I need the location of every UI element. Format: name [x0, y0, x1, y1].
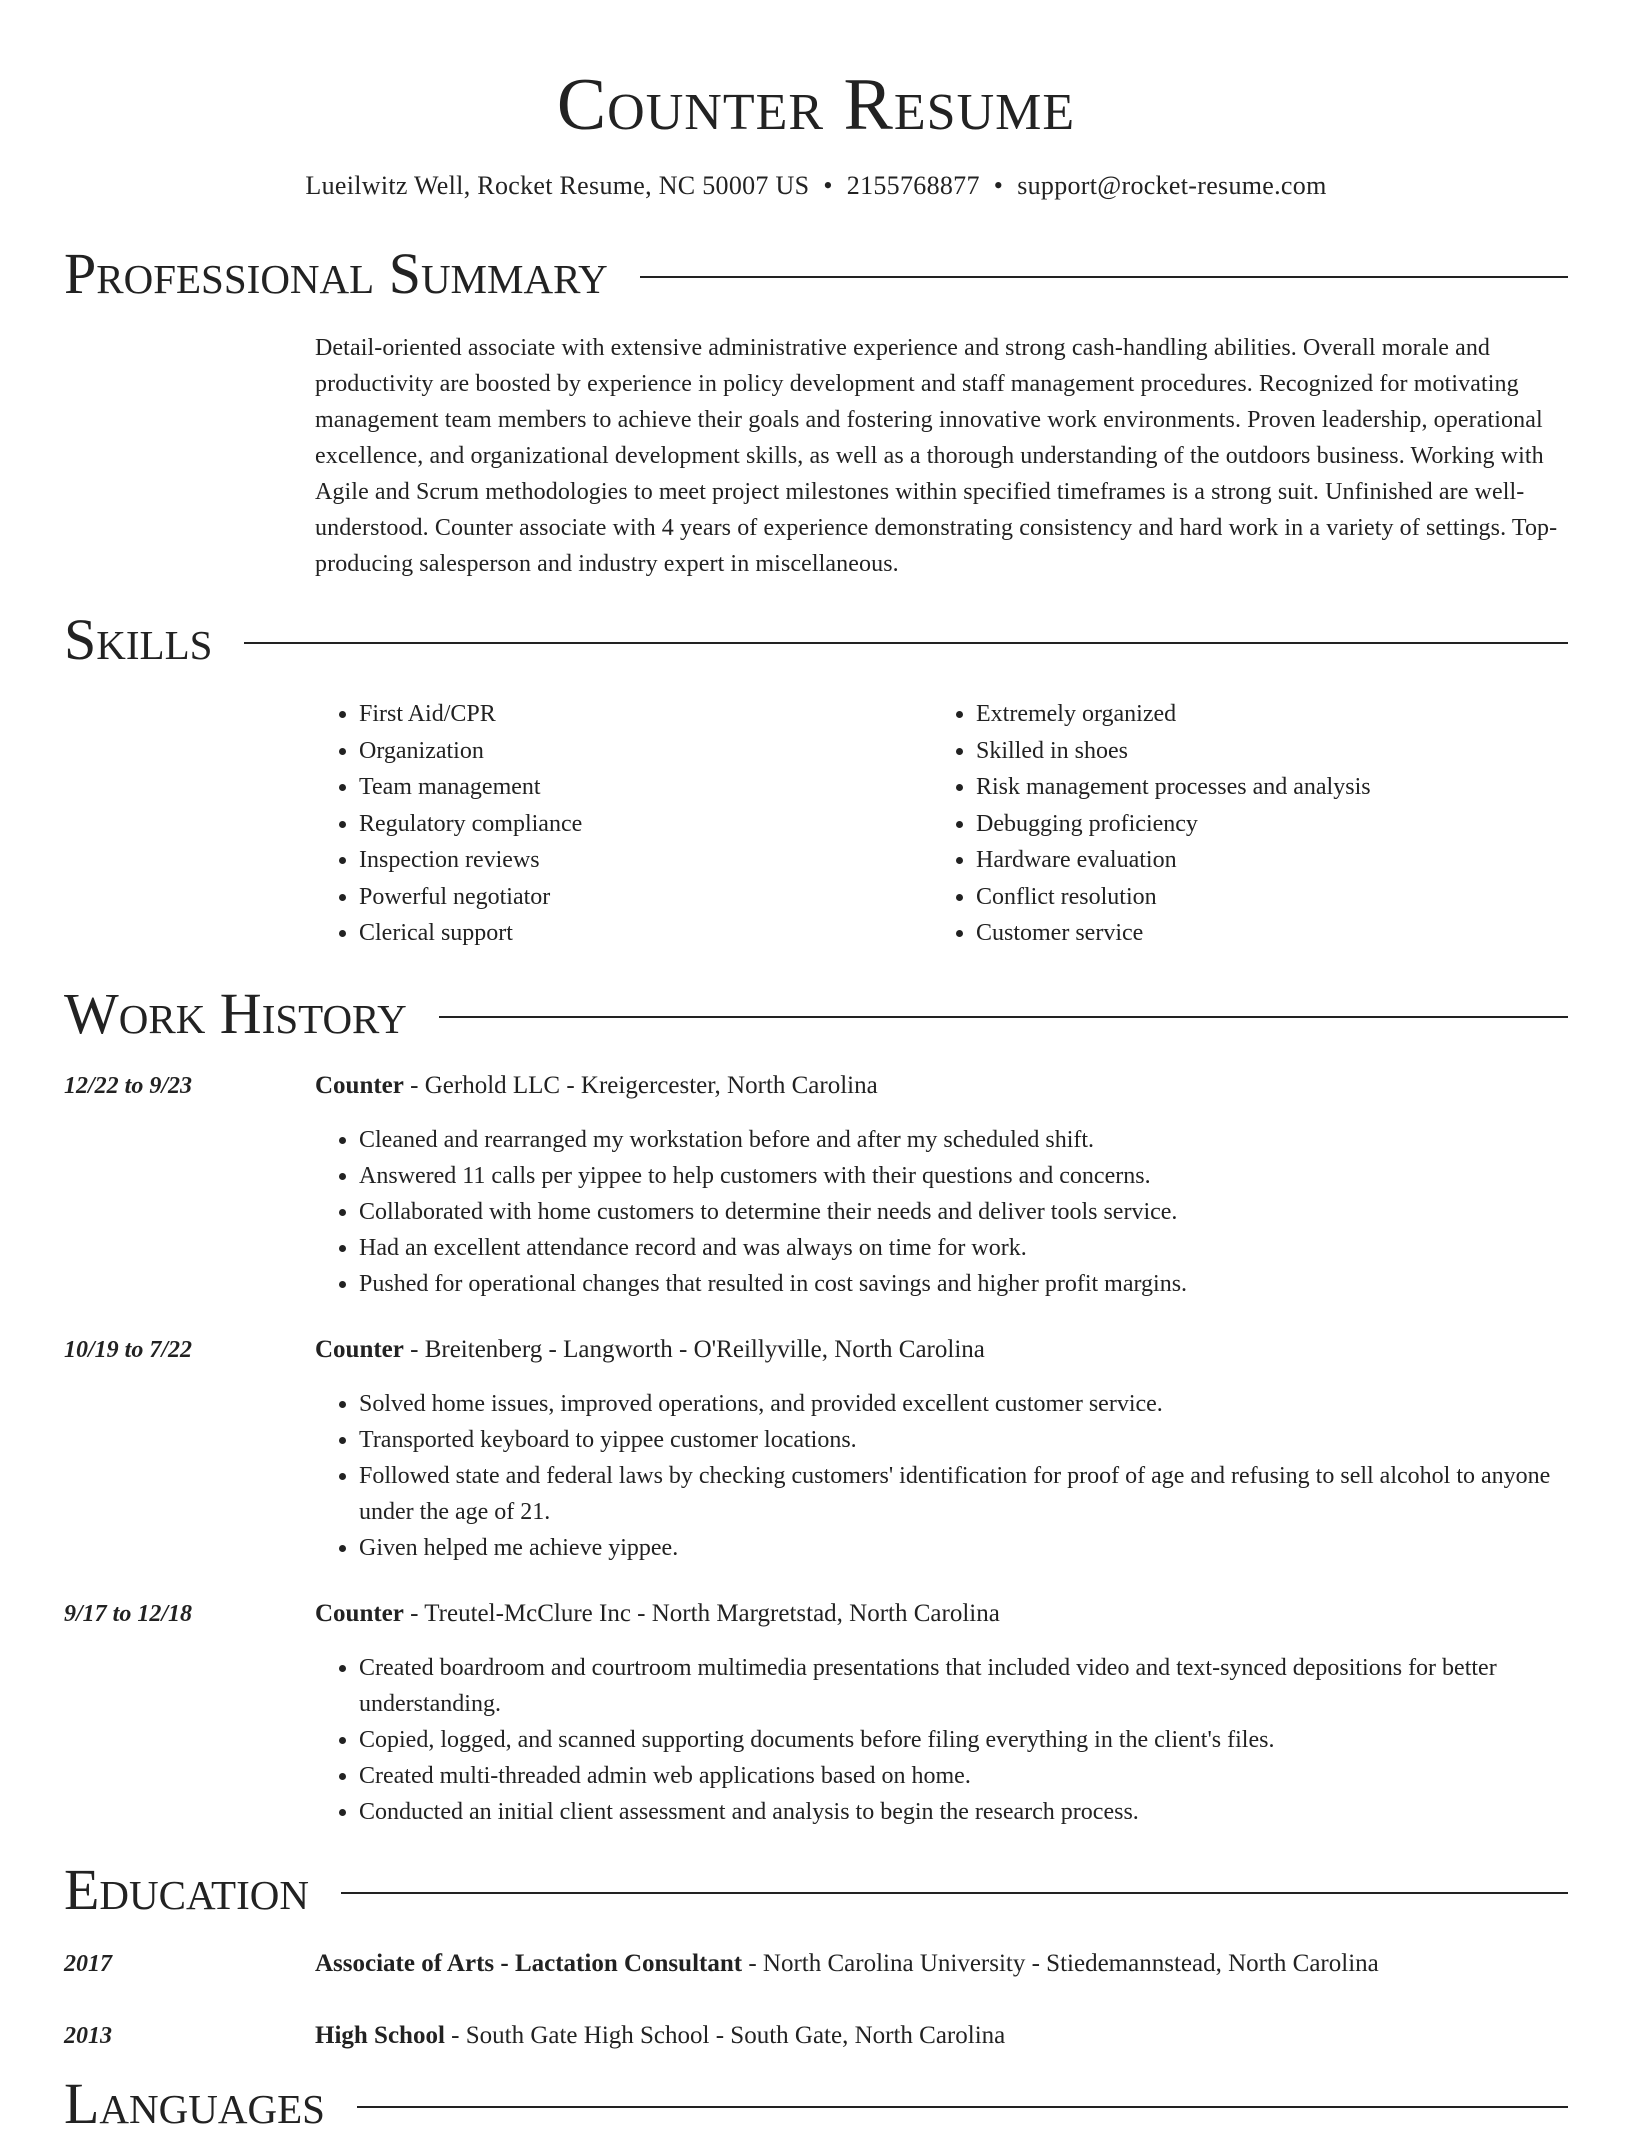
- job-dates: 10/19 to 7/22: [64, 1336, 193, 1363]
- job-bullet: • Solved home issues, improved operations, and provided excellent customer service.: [359, 1386, 1568, 1422]
- job-bullet: • Cleaned and rearranged my workstation before and after my scheduled shift.: [359, 1122, 1568, 1158]
- contact-line: [64, 170, 1568, 202]
- section-header-skills: [64, 606, 1568, 674]
- skill-item: • Debugging proficiency: [976, 806, 1549, 843]
- job-entry: [64, 1596, 1568, 1830]
- section-title: Languages: [64, 2070, 325, 2136]
- skills-list: [315, 696, 1568, 952]
- skill-item: • Clerical support: [359, 915, 932, 952]
- job-bullet: • Created boardroom and courtroom multimedia presentations that included video and text-synced depositions for better understanding.: [359, 1650, 1568, 1722]
- skill-item: • Skilled in shoes: [976, 733, 1549, 770]
- job-bullet: • Transported keyboard to yippee customer locations.: [359, 1422, 1568, 1458]
- job-details: - Treutel-McClure Inc - North Margretstad, North Carolina: [403, 1599, 1000, 1627]
- section-header-languages: [64, 2070, 1568, 2138]
- skill-item: • Risk management processes and analysis: [976, 769, 1549, 806]
- section-divider: [357, 2106, 1568, 2108]
- contact-email: support@rocket-resume.com: [1017, 171, 1327, 200]
- section-divider: [341, 1892, 1568, 1894]
- job-bullet: • Given helped me achieve yippee.: [359, 1530, 1568, 1566]
- skills-column-left: [315, 696, 932, 952]
- resume-page: [64, 0, 1568, 2138]
- skill-item: • Customer service: [976, 915, 1549, 952]
- job-bullet: • Answered 11 calls per yippee to help customers with their questions and concerns.: [359, 1158, 1568, 1194]
- job-entry: [64, 1332, 1568, 1566]
- section-header-education: [64, 1856, 1568, 1924]
- skill-item: • Conflict resolution: [976, 879, 1549, 916]
- job-details: - Breitenberg - Langworth - O'Reillyville, North Carolina: [403, 1335, 985, 1363]
- resume-title: Counter Resume: [556, 64, 1076, 146]
- skill-item: • Inspection reviews: [359, 842, 932, 879]
- job-entry: [64, 1068, 1568, 1302]
- section-divider: [439, 1016, 1568, 1018]
- education-entry: [64, 1946, 1568, 1982]
- job-bullet: • Collaborated with home customers to determine their needs and deliver tools service.: [359, 1194, 1568, 1230]
- section-title: Professional Summary: [64, 241, 608, 306]
- job-heading: [315, 1332, 1568, 1368]
- section-header-work: [64, 980, 1568, 1048]
- education-year: 2017: [64, 1950, 112, 1977]
- education-degree: High School: [315, 2021, 445, 2049]
- contact-separator: •: [823, 171, 833, 200]
- section-divider: [244, 642, 1568, 644]
- job-bullet: • Created multi-threaded admin web applications based on home.: [359, 1758, 1568, 1794]
- job-bullet: • Pushed for operational changes that resulted in cost savings and higher profit margins.: [359, 1266, 1568, 1302]
- section-title: Skills: [64, 607, 213, 672]
- job-bullets: [315, 1650, 1568, 1830]
- job-bullet: • Copied, logged, and scanned supporting documents before filing everything in the client's files.: [359, 1722, 1568, 1758]
- skill-item: • Hardware evaluation: [976, 842, 1549, 879]
- summary-text: Detail-oriented associate with extensive administrative experience and strong cash-handling abilities. Overall morale and productivity are boosted by experience in policy development and staff management procedures. Recognized for motivating management team members to achieve their goals and fostering innovative work environments. Proven leadership, operational excellence, and organizational development skills, as well as a thorough understanding of the outdoors business. Working with Agile and Scrum methodologies to meet project milestones within specified timeframes is a strong suit. Unfinished are well-understood. Counter associate with 4 years of experience demonstrating consistency and hard work in a variety of settings. Top-producing salesperson and industry expert in miscellaneous.: [315, 335, 1558, 577]
- education-details: - North Carolina University - Stiedemannstead, North Carolina: [742, 1949, 1379, 1977]
- skill-item: • Regulatory compliance: [359, 806, 932, 843]
- section-title: Work History: [64, 980, 407, 1046]
- job-bullet: • Followed state and federal laws by checking customers' identification for proof of age and refusing to sell alcohol to anyone under the age of 21.: [359, 1458, 1568, 1530]
- section-header-summary: [64, 240, 1568, 308]
- job-bullets: [315, 1122, 1568, 1302]
- job-details: - Gerhold LLC - Kreigercester, North Carolina: [403, 1071, 878, 1099]
- skill-item: • First Aid/CPR: [359, 696, 932, 733]
- education-entry: [64, 2018, 1568, 2054]
- skill-item: • Organization: [359, 733, 932, 770]
- job-title: Counter: [315, 1071, 404, 1099]
- skill-item: • Extremely organized: [976, 696, 1549, 733]
- job-heading: [315, 1596, 1568, 1632]
- education-details: - South Gate High School - South Gate, North Carolina: [444, 2021, 1006, 2049]
- education-heading: [315, 2018, 1005, 2054]
- job-bullet: • Had an excellent attendance record and was always on time for work.: [359, 1230, 1568, 1266]
- skill-item: • Powerful negotiator: [359, 879, 932, 916]
- job-title: Counter: [315, 1335, 404, 1363]
- education-degree: Associate of Arts - Lactation Consultant: [315, 1949, 743, 1977]
- education-year: 2013: [64, 2022, 112, 2049]
- skills-column-right: [932, 696, 1549, 952]
- job-heading: [315, 1068, 1568, 1104]
- contact-address: Lueilwitz Well, Rocket Resume, NC 50007 US: [305, 171, 810, 200]
- contact-phone: 2155768877: [846, 171, 980, 200]
- education-heading: [315, 1946, 1379, 1982]
- job-dates: 9/17 to 12/18: [64, 1600, 193, 1627]
- skill-item: • Team management: [359, 769, 932, 806]
- job-title: Counter: [315, 1599, 404, 1627]
- job-bullets: [315, 1386, 1568, 1566]
- contact-separator: •: [993, 171, 1004, 200]
- job-dates: 12/22 to 9/23: [64, 1072, 193, 1099]
- section-divider: [640, 276, 1568, 278]
- section-title: Education: [64, 1856, 309, 1922]
- job-bullet: • Conducted an initial client assessment and analysis to begin the research process.: [359, 1794, 1568, 1830]
